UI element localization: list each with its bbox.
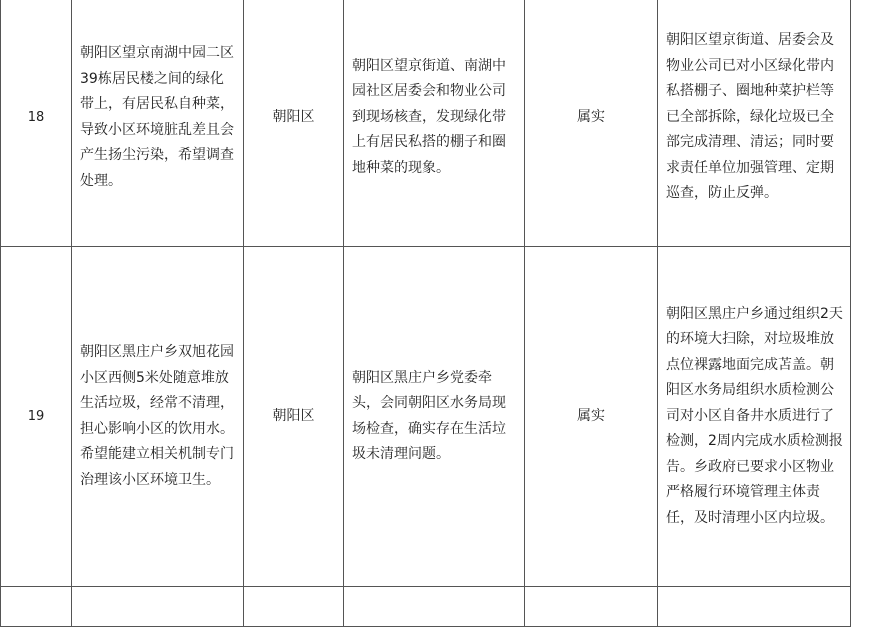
action-text: 朝阳区黑庄户乡通过组织2天的环境大扫除，对垃圾堆放点位裸露地面完成苫盖。朝阳区水务局组织水质检测公司对小区自备井水质进行了检测，2周内完成水质检测报告。乡政府已要求小区物业严格履行环境管理主体责任，及时清理小区内垃圾。 [658, 247, 851, 587]
empty-cell [658, 587, 851, 627]
investigation-text: 朝阳区黑庄户乡党委牵头，会同朝阳区水务局现场检查，确实存在生活垃圾未清理问题。 [344, 247, 525, 587]
empty-cell [72, 587, 244, 627]
complaint-text: 朝阳区望京南湖中园二区39栋居民楼之间的绿化带上，有居民私自种菜，导致小区环境脏乱差且会产生扬尘污染，希望调查处理。 [72, 0, 244, 247]
row-index: 18 [1, 0, 72, 247]
verdict-cell: 属实 [525, 0, 658, 247]
row-index: 19 [1, 247, 72, 587]
table-row [1, 587, 851, 627]
investigation-text: 朝阳区望京街道、南湖中园社区居委会和物业公司到现场核查，发现绿化带上有居民私搭的棚子和圈地种菜的现象。 [344, 0, 525, 247]
empty-cell [344, 587, 525, 627]
complaint-text: 朝阳区黑庄户乡双旭花园小区西侧5米处随意堆放生活垃圾，经常不清理，担心影响小区的饮用水。希望能建立相关机制专门治理该小区环境卫生。 [72, 247, 244, 587]
table-row [1, 0, 851, 247]
empty-cell [244, 587, 344, 627]
verdict-cell: 属实 [525, 247, 658, 587]
empty-cell [525, 587, 658, 627]
table-row [1, 247, 851, 587]
empty-cell [1, 587, 72, 627]
action-text: 朝阳区望京街道、居委会及物业公司已对小区绿化带内私搭棚子、圈地种菜护栏等已全部拆除，绿化垃圾已全部完成清理、清运；同时要求责任单位加强管理、定期巡查，防止反弹。 [658, 0, 851, 247]
district-cell: 朝阳区 [244, 0, 344, 247]
district-cell: 朝阳区 [244, 247, 344, 587]
